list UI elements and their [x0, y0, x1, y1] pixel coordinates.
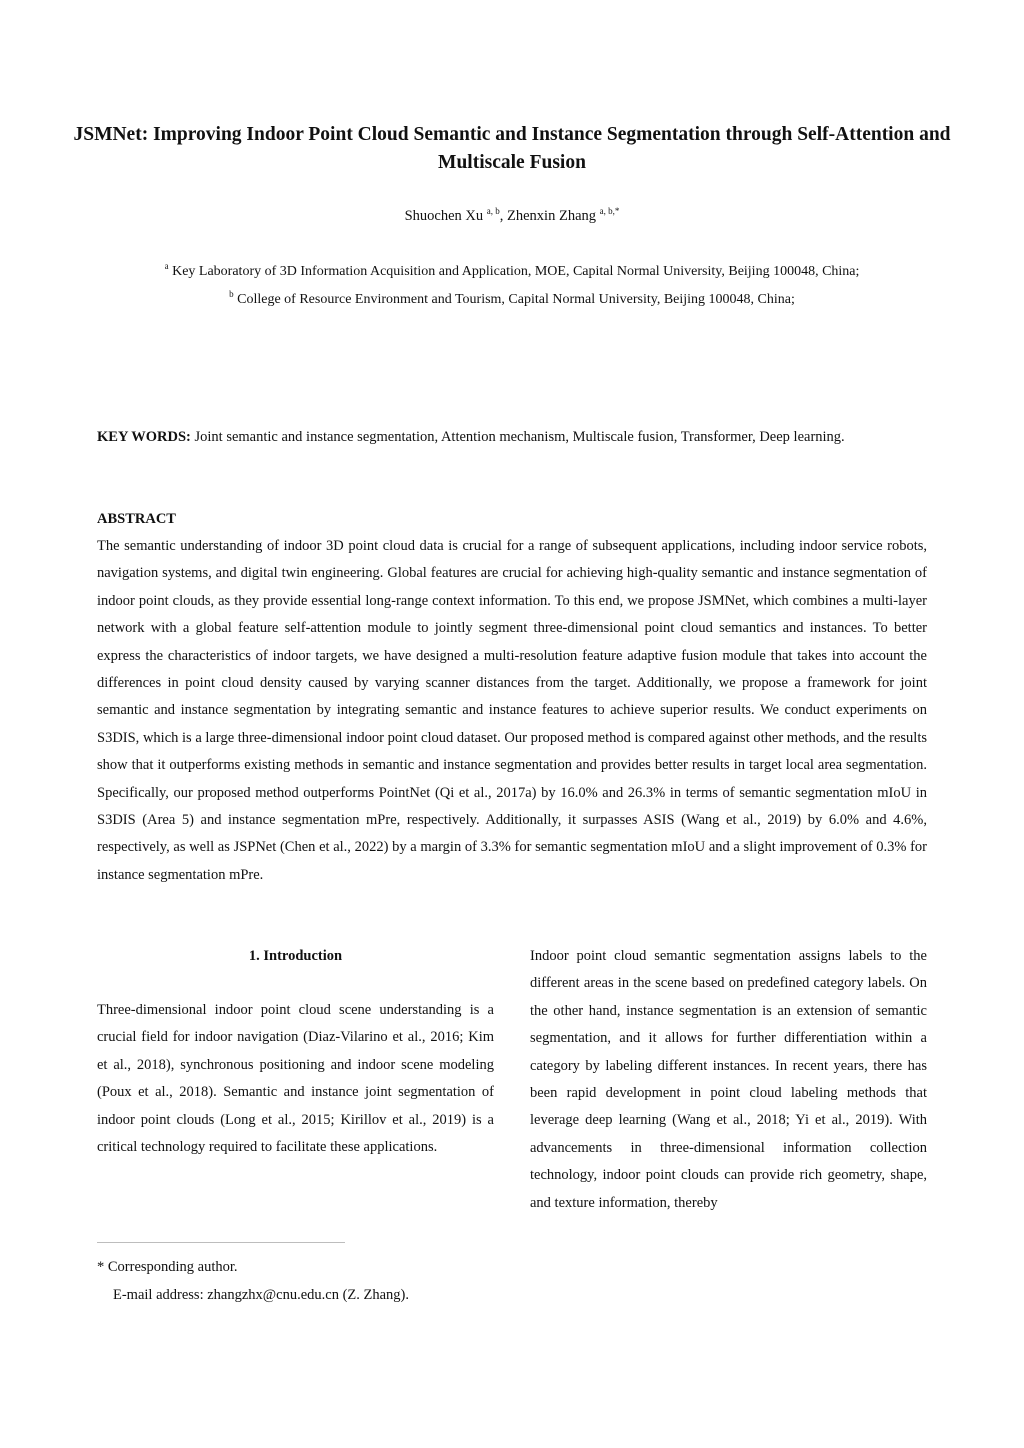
affiliation — [0, 262, 1024, 282]
author-line — [0, 206, 1024, 226]
paper-title: JSMNet: Improving Indoor Point Cloud Semantic and Instance Segmentation through Self-Attention and Multiscale Fusion — [73, 124, 951, 173]
section-heading-introduction: 1. Introduction — [248, 948, 343, 964]
right-column — [530, 943, 927, 1217]
affiliation-mark: a — [164, 261, 169, 271]
affiliation-mark: b — [229, 289, 234, 299]
affiliation-text: College of Resource Environment and Tourism, Capital Normal University, Beijing 100048, China; — [237, 292, 795, 307]
affiliation-text: Key Laboratory of 3D Information Acquisition and Application, MOE, Capital Normal University, Beijing 100048, China; — [172, 264, 860, 279]
introduction-paragraph-right: Indoor point cloud semantic segmentation assigns labels to the different areas in the scene based on predefined category labels. On the other hand, instance segmentation is an extension of semantic segmentation, and it allows for further differentiation within a category by labeling different instances. In recent years, there has been rapid development in point cloud labeling methods that leverage deep learning (Wang et al., 2018; Yi et al., 2019). With advancements in three-dimensional information collection technology, indoor point clouds can provide rich geometry, shape, and texture information, thereby — [530, 948, 927, 1211]
footnote-email: E-mail address: zhangzhx@cnu.edu.cn (Z. Zhang). — [113, 1287, 409, 1303]
affiliation — [0, 290, 1024, 310]
author-name: Shuochen Xu — [404, 208, 484, 224]
keywords — [97, 427, 937, 447]
keywords-label: KEY WORDS: — [97, 429, 191, 445]
footnote-divider — [97, 1242, 345, 1243]
introduction-paragraph-left: Three-dimensional indoor point cloud scene understanding is a crucial field for indoor navigation (Diaz-Vilarino et al., 2016; Kim et al., 2018), synchronous positioning and indoor scene modeling (Poux et al., 2018). Semantic and instance joint segmentation of indoor point clouds (Long et al., 2015; Kirillov et al., 2019) is a critical technology required to facilitate these applications. — [97, 1002, 494, 1156]
abstract-heading: ABSTRACT — [97, 511, 176, 527]
footnote-corresponding-author: * Corresponding author. — [97, 1259, 238, 1275]
author-name: Zhenxin Zhang — [507, 208, 597, 224]
abstract-text: The semantic understanding of indoor 3D point cloud data is crucial for a range of subsequent applications, including indoor service robots, navigation systems, and digital twin engineering. Global features are crucial for achieving high-quality semantic and instance segmentation of indoor point clouds, as they provide essential long-range context information. To this end, we propose JSMNet, which combines a multi-layer network with a global feature self-attention module to jointly segment three-dimensional point cloud semantics and instances. To better express the characteristics of indoor targets, we have designed a multi-resolution feature adaptive fusion module that takes into account the differences in point cloud density caused by varying scanner distances from the target. Additionally, we propose a framework for joint semantic and instance segmentation by integrating semantic and instance features to achieve superior results. We conduct experiments on S3DIS, which is a large three-dimensional indoor point cloud dataset. Our proposed method is compared against other methods, and the results show that it outperforms existing methods in semantic and instance segmentation and provides better results in target local area segmentation. Specifically, our proposed method outperforms PointNet (Qi et al., 2017a) by 16.0% and 26.3% in terms of semantic segmentation mIoU in S3DIS (Area 5) and instance segmentation mPre, respectively. Additionally, it surpasses ASIS (Wang et al., 2019) by 6.0% and 4.6%, respectively, as well as JSPNet (Chen et al., 2022) by a margin of 3.3% for semantic segmentation mIoU and a slight improvement of 0.3% for instance segmentation mPre. — [97, 538, 927, 883]
author-affiliation-marks: a, b,* — [599, 206, 620, 216]
author-separator: , — [499, 208, 508, 224]
keywords-text: Joint semantic and instance segmentation, Attention mechanism, Multiscale fusion, Transformer, Deep learning. — [194, 429, 845, 445]
author-affiliation-marks: a, b — [486, 206, 500, 216]
